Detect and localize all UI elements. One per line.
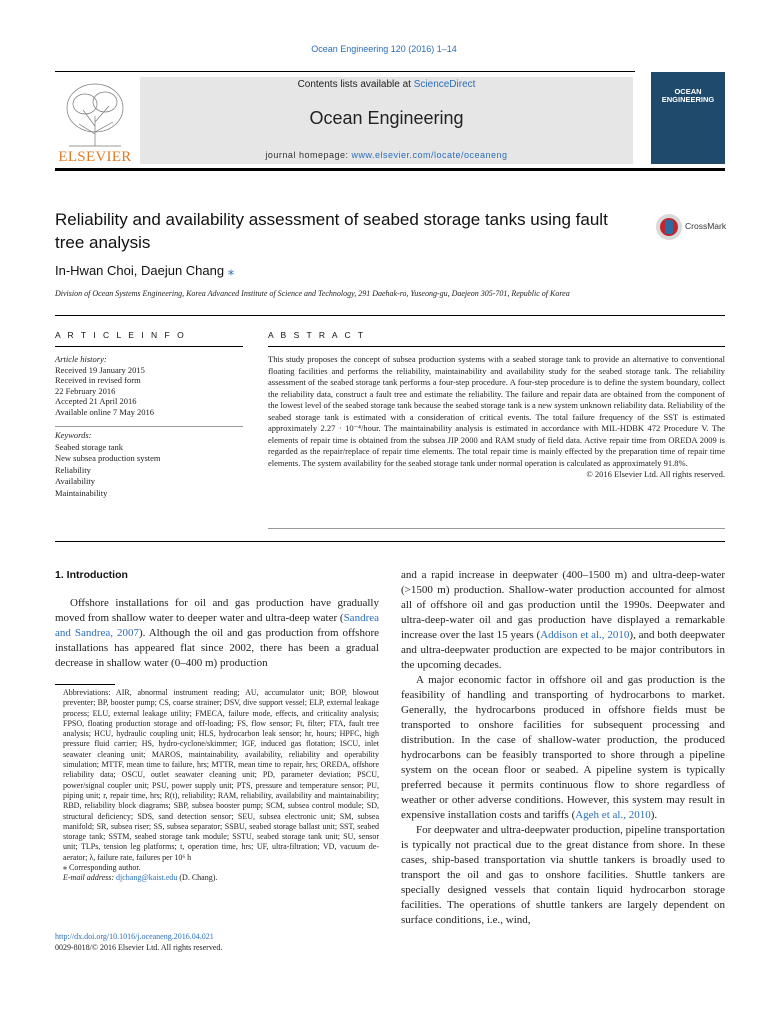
- cover-title-line2: ENGINEERING: [661, 95, 715, 104]
- cover-title-line1: OCEAN: [674, 87, 702, 96]
- keyword-item: Seabed storage tank: [55, 441, 123, 452]
- abstract-text: This study proposes the concept of subsea production systems with a seabed storage tank to provide an alternative to conventional floating facilities and performs the reliability, maintainability and availability study for the seabed storage tank. The reliability assessment of the seabed storage tank performs a four-step procedure. A four-step procedure is to define the system boundary, collect the reliability data, construct a fault tree and estimate the reliability. The failure and repair data are obtained from the component of the lowest level of the seabed storage tank because the seabed storage tank is a new system unknown reliability data. Reliability of the seabed storage tank is estimated with a consideration of critical events. The total failure frequency of the SST is estimated approximately 2.27 · 10⁻⁴/hour. The maintainability analysis is estimated in accordance with MIL-HDBK 472 Procedure V. The elements of repair time is obtained from the subsea JIP 2000 and RAM study of field data. Active repair time from OREDA 2009 is regarded as the repair/replace of repair time elements. The total repair time is mainly effected by the preparation time of repair time elements. The system availability for the seabed storage tank under normal operation is calculated as approximately 91.8%.: [268, 354, 725, 468]
- history-item: Received in revised form: [55, 375, 141, 385]
- paper-title: Reliability and availability assessment of seabed storage tanks using fault tree analysis: [55, 210, 608, 252]
- article-info-rule: [55, 346, 243, 347]
- keyword-item: Maintainability: [55, 487, 108, 498]
- abstract-copyright: © 2016 Elsevier Ltd. All rights reserved.: [586, 469, 725, 479]
- homepage-prefix: journal homepage:: [265, 150, 352, 160]
- keywords-label: Keywords:: [55, 430, 92, 440]
- text-run: ).: [650, 809, 658, 821]
- journal-reference[interactable]: Ocean Engineering 120 (2016) 1–14: [311, 44, 457, 54]
- text-run: ), and both deepwater and ultra-deepwater production are expected to be major contributors in the upcoming decades.: [401, 629, 725, 671]
- elsevier-wordmark: ELSEVIER: [58, 149, 132, 165]
- homepage-link[interactable]: www.elsevier.com/locate/oceaneng: [351, 150, 508, 160]
- text-run: and a rapid increase in deepwater (400–1500 m) and ultra-deep-water (>1500 m) production. Shallow-water production accounted for almost all of offshore oil and gas production until the 1990s. Deepwater and ultra-deep-water oil and gas production have displayed a remarkable increase over the last 15 years (: [401, 569, 725, 641]
- crossmark-icon: [655, 213, 683, 241]
- introduction-heading: 1. Introduction: [55, 569, 128, 581]
- keywords: [55, 430, 243, 499]
- article-info-heading: A R T I C L E I N F O: [55, 330, 187, 340]
- footnotes: [55, 688, 379, 884]
- email-suffix: (D. Chang).: [177, 873, 218, 883]
- text-run: A major economic factor in offshore oil and gas production is the feasibility of handling and transporting of hydrocarbons to market. Generally, the hydrocarbons produced in offshore fields must be transported to onshore facilities for subsequent processing and distribution. In the case of shallow-water production, the produced hydrocarbons can be feasibly transported to shore through a pipeline system on the ocean floor or seabed. A pipeline system is typically preferred because it permits continuous flow to shore regardless of weather or other adverse conditions. However, this system may result in expensive installation costs and tariffs (: [401, 674, 725, 821]
- keyword-item: New subsea production system: [55, 453, 161, 463]
- citation-link[interactable]: Sandrea and Sandrea, 2007: [55, 612, 379, 639]
- body-separator-rule: [55, 541, 725, 542]
- separator-rule: [55, 315, 725, 316]
- abstract-body: [268, 354, 725, 481]
- crossmark-label: CrossMark: [685, 221, 727, 231]
- history-item: Accepted 21 April 2016: [55, 396, 137, 406]
- abstract-rule: [268, 346, 725, 347]
- doi-link[interactable]: http://dx.doi.org/10.1016/j.oceaneng.2016.04.021: [55, 932, 214, 941]
- sciencedirect-link[interactable]: ScienceDirect: [413, 79, 476, 90]
- keyword-item: Reliability: [55, 464, 91, 475]
- history-item: 22 February 2016: [55, 385, 116, 396]
- affiliation: Division of Ocean Systems Engineering, Korea Advanced Institute of Science and Technology, 291 Daehak-ro, Yuseong-gu, Daejeon 305-701, Republic of Korea: [55, 289, 570, 298]
- journal-title: Ocean Engineering: [309, 108, 464, 128]
- author-list: [55, 263, 234, 279]
- paragraph: For deepwater and ultra-deepwater production, pipeline transportation is typically not practical due to the great distance from shore. In these cases, ship-based transportation via shuttle tankers is broadly used to transport the oil and gas to onshore facilities. Shuttle tankers are specially designed vessels that contain liquid hydrocarbon storage facilities. The operations of shuttle tankers are largely dependent on surface conditions, i.e., wind,: [401, 824, 725, 926]
- abstract-bottom-rule: [268, 528, 725, 529]
- contents-prefix: Contents lists available at: [297, 79, 414, 90]
- issn-line: 0029-8018/© 2016 Elsevier Ltd. All rights reserved.: [55, 943, 223, 952]
- article-history: [55, 354, 243, 417]
- email-label: E-mail address:: [63, 873, 117, 883]
- email-note: [55, 873, 379, 883]
- corresponding-author-note: ⁎ Corresponding author.: [63, 863, 141, 873]
- citation-link[interactable]: Ageh et al., 2010: [575, 809, 651, 821]
- contents-line: [140, 79, 633, 90]
- authors-names: In-Hwan Choi, Daejun Chang: [55, 263, 225, 278]
- history-label: Article history:: [55, 354, 107, 364]
- abbreviations-footnote: Abbreviations: AIR, abnormal instrument reading; AU, accumulator unit; BOP, blowout preventer; BP, booster pump; CS, coarse strainer; DSV, dive support vessel; ELP, external leakage process; ELU, external leakage utility; FMECA, failure mode, effects, and criticality analysis; FPSO, floating production storage and off-loading; FS, flow sensor; Ft, filter; FTA, fault tree analysis; HCU, hydraulic coupling unit; HLS, hydrocarbon leak sensor; hr, hours; HPFC, high pressure fluid carrier; HS, hydro-cyclone/skimmer; IGF, induced gas flotation; ISCU, inlet seawater cleaning unit; MAROS, maintainability, availability, reliability and operability simulation; MTTF, mean time to failure, hrs; MTTR, mean time to repair, hrs; OREDA, offshore reliability data; OSCU, outlet seawater cleaning unit; PD, parameter deviation; PSCU, power/signal coupler unit; PSU, power supply unit; PTS, pressure and temperature sensor; PU, piping unit; r, repair time, hrs; R(t), reliability; RAM, reliability, availability and maintainability; RBD, reliability block diagrams; SBP, subsea booster pump; SCM, subsea control module; SD, structural deficiency; SDS, sand detection sensor; SEU, subsea electronic unit; SM, subsea manifold; SR, subsea riser; SS, subsea separator; SSBU, seabed storage ballast unit; SST, seabed storage tank; SSTM, seabed storage tank module; SSTU, seabed storage tank unit; SU, sensor unit; TLPs, tension leg platforms; t, operation time, hrs; UF, ultra-filtration; VD, vacuum de-aerator; λ, failure rate, failures per 10⁶ h: [63, 688, 379, 862]
- right-column-text: [401, 568, 725, 928]
- keyword-item: Availability: [55, 476, 95, 486]
- left-column-text: [55, 596, 379, 671]
- article-info-divider: [55, 426, 243, 427]
- paragraph: [55, 596, 379, 671]
- paragraph: [401, 673, 725, 823]
- journal-cover-image[interactable]: [651, 72, 725, 164]
- homepage-line: [140, 150, 633, 160]
- crossmark-badge[interactable]: [655, 213, 725, 241]
- citation-link[interactable]: Addison et al., 2010: [540, 629, 630, 641]
- header-bottom-rule: [55, 168, 725, 171]
- email-link[interactable]: djchang@kaist.edu: [116, 873, 178, 883]
- history-item: Received 19 January 2015: [55, 364, 145, 375]
- doi-block: [55, 931, 222, 953]
- text-run: ). Although the oil and gas production from offshore installations has appeared flat since 2002, there has been a gradual decrease in shallow water (0–400 m) production: [55, 627, 380, 669]
- footnote-rule: [55, 684, 115, 685]
- abstract-heading: A B S T R A C T: [268, 330, 366, 340]
- paragraph: [401, 568, 725, 673]
- journal-cover-title: [651, 88, 725, 104]
- history-item: Available online 7 May 2016: [55, 406, 154, 417]
- corresponding-author-mark[interactable]: ⁎: [227, 263, 235, 278]
- header-top-rule: [55, 71, 635, 72]
- text-run: Offshore installations for oil and gas production have gradually moved from shallow water to deeper water and ultra-deep water (: [55, 597, 379, 624]
